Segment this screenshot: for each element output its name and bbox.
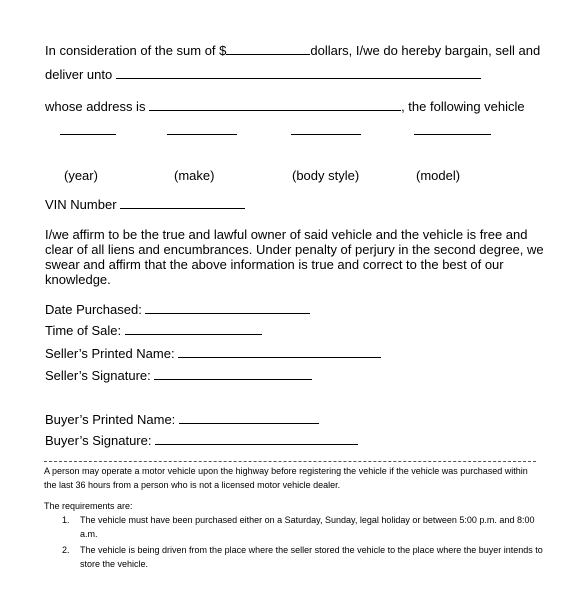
model-blank[interactable] xyxy=(414,134,491,135)
requirement-number: 2. xyxy=(62,545,70,555)
make-label: (make) xyxy=(174,168,215,183)
date-purchased-blank[interactable] xyxy=(145,302,310,314)
date-purchased-row xyxy=(45,302,310,317)
buyer-signature-blank[interactable] xyxy=(155,433,358,445)
deliver-line xyxy=(45,67,481,82)
buyer-signature-label: Buyer’s Signature: xyxy=(45,433,152,448)
seller-printed-name-label: Seller’s Printed Name: xyxy=(45,346,175,361)
consideration-line xyxy=(45,43,540,58)
buyer-signature-row xyxy=(45,433,358,448)
time-of-sale-row xyxy=(45,323,262,338)
time-of-sale-label: Time of Sale: xyxy=(45,323,122,338)
consideration-text-after: dollars, I/we do hereby bargain, sell and xyxy=(310,43,541,58)
deliver-label: deliver unto xyxy=(45,67,113,82)
requirement-text: The vehicle must have been purchased either on a Saturday, Sunday, legal holiday or between 5:00 p.m. and 8:00 a.m. xyxy=(80,515,535,539)
model-label: (model) xyxy=(416,168,461,183)
address-label: whose address is xyxy=(45,99,146,114)
vin-blank[interactable] xyxy=(120,197,245,209)
requirement-text: The vehicle is being driven from the place where the seller stored the vehicle to the place where the buyer intends to store the vehicle. xyxy=(80,545,543,569)
requirement-number: 1. xyxy=(62,515,70,525)
address-blank[interactable] xyxy=(149,99,401,111)
requirement-item xyxy=(44,543,544,571)
address-after: , the following vehicle xyxy=(401,99,525,114)
registration-note: A person may operate a motor vehicle upon the highway before registering the vehicle if the vehicle was purchased within the last 36 hours from a person who is not a licensed motor vehicle dealer. xyxy=(44,466,528,490)
buyer-printed-name-row xyxy=(45,412,319,427)
requirements-heading: The requirements are: xyxy=(44,501,133,511)
year-blank[interactable] xyxy=(60,134,116,135)
year-label: (year) xyxy=(64,168,98,183)
address-line xyxy=(45,99,525,114)
body-style-blank[interactable] xyxy=(291,134,361,135)
seller-printed-name-blank[interactable] xyxy=(178,346,381,358)
requirement-item xyxy=(44,513,544,541)
affirm-paragraph: I/we affirm to be the true and lawful owner of said vehicle and the vehicle is free and clear of all liens and encumbrances. Under penalty of perjury in the second degree, we swear and affirm that the above information is true and correct to the best of our knowledge. xyxy=(45,227,544,287)
vin-label: VIN Number xyxy=(45,197,117,212)
seller-signature-row xyxy=(45,368,312,383)
buyer-printed-name-blank[interactable] xyxy=(179,412,319,424)
date-purchased-label: Date Purchased: xyxy=(45,302,142,317)
vin-line xyxy=(45,197,245,212)
make-blank[interactable] xyxy=(167,134,237,135)
body-style-label: (body style) xyxy=(292,168,360,183)
consideration-text: In consideration of the sum of $ xyxy=(45,43,227,58)
seller-signature-label: Seller’s Signature: xyxy=(45,368,151,383)
seller-printed-name-row xyxy=(45,346,381,361)
seller-signature-blank[interactable] xyxy=(154,368,312,380)
buyer-printed-name-label: Buyer’s Printed Name: xyxy=(45,412,176,427)
sum-blank[interactable] xyxy=(226,43,310,55)
dashed-divider xyxy=(44,461,536,462)
requirements-list xyxy=(44,513,544,573)
time-of-sale-blank[interactable] xyxy=(125,323,262,335)
buyer-blank[interactable] xyxy=(116,67,481,79)
